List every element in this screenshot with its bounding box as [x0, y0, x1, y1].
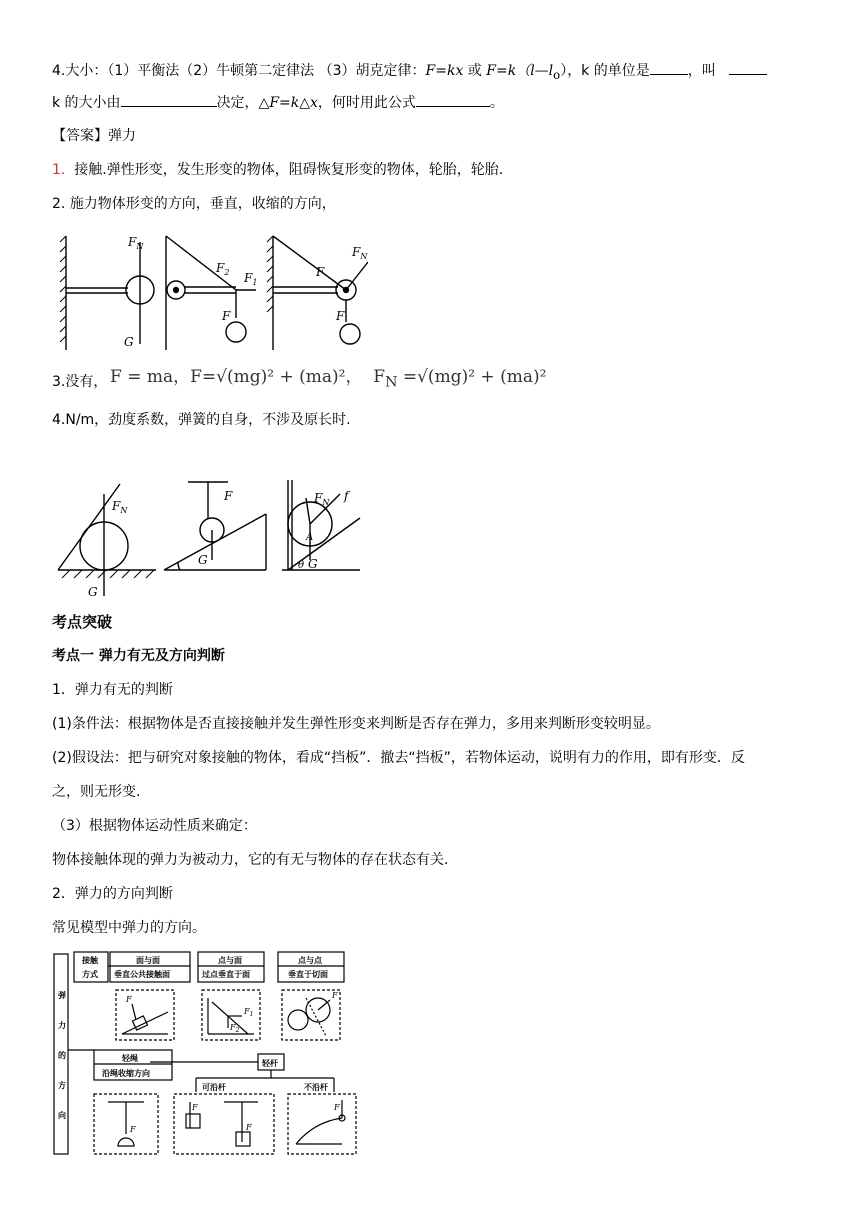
blank-k-name[interactable] [729, 60, 767, 75]
svg-text:F2: $F_2$ [216, 261, 230, 277]
para-6: 2．弹力的方向判断 [52, 886, 173, 902]
svg-text:垂直于切面: 垂直于切面 [288, 970, 328, 979]
para-4: （3）根据物体运动性质来确定： [52, 818, 257, 834]
kaodian-1-title: 考点一 弹力有无及方向判断 [52, 648, 225, 664]
svg-text:F: F [126, 995, 132, 1004]
figure-ball-diagrams [52, 478, 362, 600]
svg-text:过点垂直于面: 过点垂直于面 [202, 970, 250, 979]
svg-text:FN: $F_N$ [128, 235, 144, 251]
svg-text:FN: $F_N$ [352, 245, 368, 261]
svg-text:力: 力 [58, 1021, 66, 1030]
question-4-line2 [52, 92, 504, 113]
svg-text:G: G [198, 553, 208, 567]
answer-2: 2. 施力物体形变的方向，垂直，收缩的方向， [52, 196, 336, 212]
answer-1 [52, 160, 503, 180]
subscript-o: o [553, 67, 561, 82]
figure-rod-rope-diagrams [58, 232, 368, 354]
para-2: (1)条件法：根据物体是否直接接触并发生弹性形变来判断是否存在弹力，多用来判断形变较明显。 [52, 716, 660, 732]
formula-a: F = ma，F=√(mg)² + (ma)²， [110, 367, 363, 387]
answer-4: 4.N/m，劲度系数，弹簧的自身，不涉及原长时. [52, 412, 351, 428]
answer-1-number: 1. [52, 162, 66, 178]
svg-text:点与点: 点与点 [298, 956, 322, 965]
k-decided-by: k 的大小由 [52, 95, 121, 111]
answer-3-prefix: 3.没有， [52, 374, 108, 390]
svg-text:F1: $F_1$ [244, 271, 258, 287]
para-3b: 之，则无形变. [52, 784, 141, 800]
formula-image [110, 362, 580, 390]
formula-b: F [373, 367, 386, 387]
svg-text:轻杆: 轻杆 [262, 1059, 278, 1068]
svg-text:面与面: 面与面 [136, 956, 160, 965]
blank-when[interactable] [416, 92, 490, 107]
svg-text:弹: 弹 [58, 991, 66, 1000]
period: 。 [489, 95, 504, 111]
svg-text:FN: $F_N$ [314, 491, 330, 507]
svg-text:向: 向 [58, 1111, 66, 1120]
svg-text:接触: 接触 [82, 956, 98, 965]
svg-text:F: F [224, 489, 233, 503]
svg-text:不沿杆: 不沿杆 [304, 1083, 328, 1092]
answer-3 [52, 372, 107, 392]
answer-1-text: 接触.弹性形变，发生形变的物体，阻碍恢复形变的物体，轮胎，轮胎. [74, 162, 504, 178]
formula-b-sub: N [385, 374, 398, 391]
q4-prefix: 4.大小：（1）平衡法（2）牛顿第二定律法 （3）胡克定律： [52, 63, 426, 79]
svg-text:F: F [332, 991, 338, 1000]
svg-text:G: G [88, 585, 98, 599]
svg-text:A: A [306, 532, 314, 543]
svg-text:F: F [130, 1125, 136, 1134]
blank-k-unit[interactable] [650, 60, 688, 75]
elastic-force-direction-chart [52, 950, 364, 1160]
paren-close: ） [560, 63, 568, 79]
para-1: 1．弹力有无的判断 [52, 682, 173, 698]
svg-text:沿绳收缩方向: 沿绳收缩方向 [102, 1069, 150, 1078]
hooke-formula-2: F=k（l—l [486, 63, 554, 79]
svg-text:可沿杆: 可沿杆 [202, 1083, 226, 1092]
question-4-line1 [52, 60, 767, 85]
svg-text:f: f [344, 489, 349, 503]
svg-text:F2: $F_2$ [230, 1023, 240, 1034]
svg-text:F: F [192, 1103, 198, 1112]
call-text: ，叫 [687, 63, 716, 79]
section-title: 考点突破 [52, 613, 113, 631]
svg-text:的: 的 [58, 1051, 66, 1060]
hooke-formula: F=kx [425, 63, 464, 79]
svg-text:G: G [308, 557, 318, 571]
blank-k-decided[interactable] [121, 92, 217, 107]
or-text: 或 [463, 63, 487, 79]
decided-text: 决定， [216, 95, 259, 111]
para-3a: (2)假设法：把与研究对象接触的物体，看成“挡板”．撤去“挡板”，若物体运动，说明有力的作用，即有形变．反 [52, 750, 745, 766]
delta-formula: △F=k△x [258, 95, 318, 111]
answer-header: 【答案】弹力 [52, 128, 136, 144]
svg-text:FN: $F_N$ [112, 499, 128, 515]
formula-b-rest: =√(mg)² + (ma)² [397, 367, 547, 387]
svg-text:轻绳: 轻绳 [122, 1054, 138, 1063]
svg-text:F: F [336, 309, 345, 323]
when-text: ，何时用此公式 [317, 95, 416, 111]
svg-text:方式: 方式 [82, 970, 98, 979]
svg-text:F: F [316, 265, 325, 279]
para-7: 常见模型中弹力的方向。 [52, 920, 206, 936]
svg-text:点与面: 点与面 [218, 956, 242, 965]
svg-text:F: F [246, 1123, 252, 1132]
svg-text:F: F [334, 1103, 340, 1112]
k-unit-text: ，k 的单位是 [567, 63, 650, 79]
svg-text:方: 方 [58, 1081, 66, 1090]
svg-text:G: G [124, 335, 134, 349]
svg-text:F1: $F_1$ [244, 1007, 254, 1018]
svg-text:F: F [222, 309, 231, 323]
para-5: 物体接触体现的弹力为被动力，它的有无与物体的存在状态有关. [52, 852, 449, 868]
svg-text:垂直公共接触面: 垂直公共接触面 [114, 970, 170, 979]
svg-text:θ: θ [298, 560, 305, 571]
